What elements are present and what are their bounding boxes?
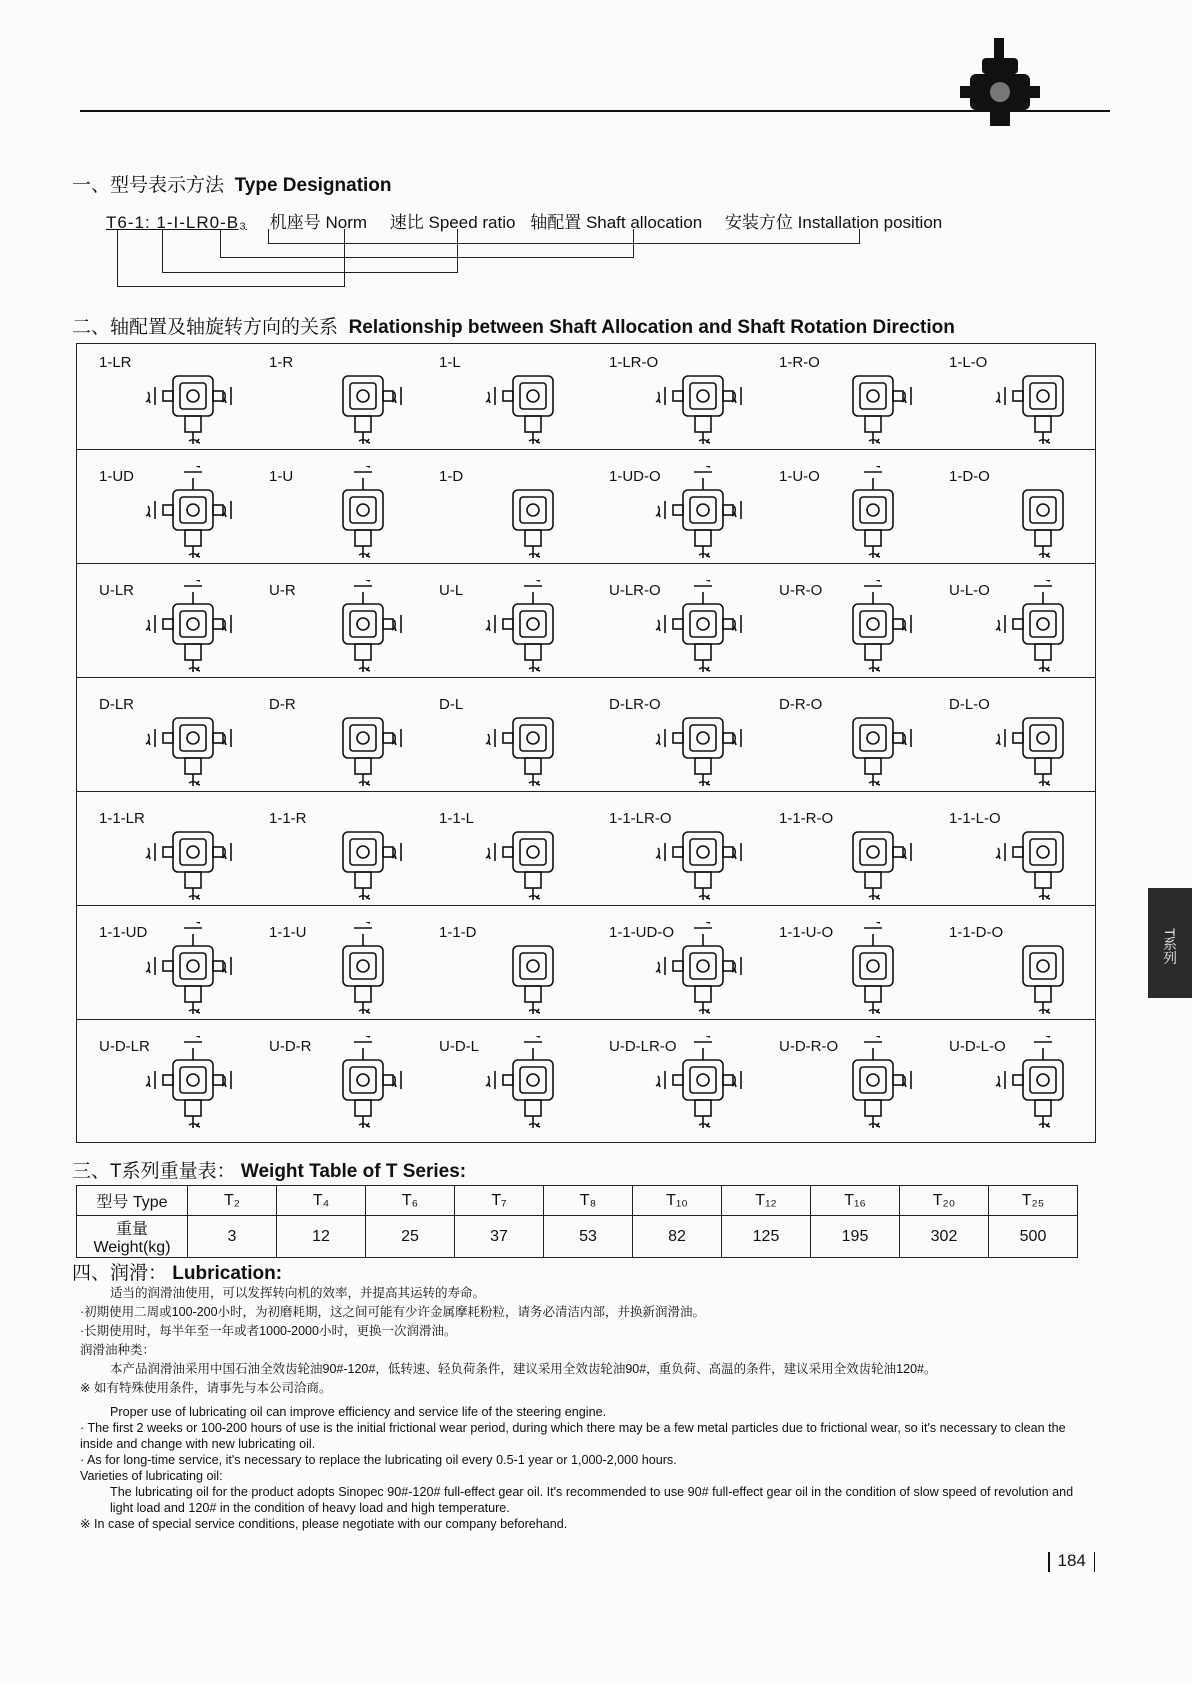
- rotation-arrow-icon: [486, 387, 495, 405]
- rotation-arrow-icon: [864, 1036, 882, 1042]
- gearbox-diagram-icon: [145, 1036, 241, 1130]
- rotation-arrow-icon: [864, 922, 882, 928]
- shaft-label: 1-1-LR-O: [609, 810, 672, 827]
- weight-table-weight-row: [77, 1216, 1078, 1258]
- lub-cn-line: ·初期使用二周或100-200小时，为初磨耗期，这之间可能有少许金属摩耗粉粒，请务必清洁内部，并换新润滑油。: [80, 1305, 706, 1319]
- rotation-arrow-icon: [146, 843, 155, 861]
- shaft-cell: [247, 800, 417, 906]
- gearbox-diagram-icon: [655, 808, 751, 902]
- shaft-cell: [247, 572, 417, 678]
- gearbox-diagram-icon: [145, 352, 241, 446]
- shaft-cell: [587, 686, 757, 792]
- type-cell: T₇: [455, 1186, 544, 1216]
- shaft-cell: [417, 686, 587, 792]
- shaft-label: 1-1-U-O: [779, 924, 834, 941]
- shaft-cell: [757, 458, 927, 564]
- rotation-arrow-icon: [1034, 1036, 1052, 1042]
- shaft-cell: [927, 914, 1097, 1020]
- gearbox-diagram-icon: [825, 694, 921, 788]
- shaft-label: 1-1-L: [439, 810, 475, 827]
- rotation-arrow-icon: [996, 843, 1005, 861]
- gearbox-diagram-icon: [145, 466, 241, 560]
- shaft-label: U-R: [269, 582, 296, 599]
- gearbox-diagram-icon: [995, 1036, 1091, 1130]
- shaft-cell: [77, 686, 247, 792]
- shaft-label: 1-1-D: [439, 924, 477, 941]
- shaft-cell: [417, 800, 587, 906]
- shaft-row: [77, 344, 1095, 450]
- shaft-cell: [927, 458, 1097, 564]
- gearbox-diagram-icon: [655, 352, 751, 446]
- shaft-row: [77, 458, 1095, 564]
- shaft-cell: [927, 1028, 1097, 1134]
- shaft-cell: [587, 458, 757, 564]
- rotation-arrow-icon: [656, 1071, 665, 1089]
- shaft-cell: [927, 800, 1097, 906]
- rotation-arrow-icon: [146, 387, 155, 405]
- rotation-arrow-icon: [694, 922, 712, 928]
- rotation-arrow-icon: [146, 615, 155, 633]
- gearbox-diagram-icon: [315, 922, 411, 1016]
- shaft-cell: [757, 344, 927, 450]
- shaft-cell: [77, 572, 247, 678]
- rotation-arrow-icon: [694, 580, 712, 586]
- shaft-label: 1-1-R: [269, 810, 307, 827]
- rotation-arrow-icon: [486, 615, 495, 633]
- shaft-cell: [77, 344, 247, 450]
- shaft-cell: [587, 344, 757, 450]
- weight-cell: 125: [722, 1216, 811, 1258]
- gearbox-diagram-icon: [315, 808, 411, 902]
- rotation-arrow-icon: [656, 387, 665, 405]
- gearbox-diagram-icon: [825, 808, 921, 902]
- bracket-norm: [117, 229, 345, 287]
- rotation-arrow-icon: [184, 1036, 202, 1042]
- gearbox-diagram-icon: [825, 1036, 921, 1130]
- lub-en-line: · The first 2 weeks or 100-200 hours of use is the initial frictional wear period, during which there may be a few metal particles due to frictional wear, so it's necessary to clean the inside and change with new lubricating oil.: [80, 1421, 1066, 1451]
- gearbox-diagram-icon: [655, 922, 751, 1016]
- weight-cell: 195: [811, 1216, 900, 1258]
- shaft-label: D-R-O: [779, 696, 823, 713]
- shaft-cell: [927, 344, 1097, 450]
- shaft-label: 1-U-O: [779, 468, 820, 485]
- shaft-label: U-D-LR-O: [609, 1038, 677, 1055]
- gearbox-diagram-icon: [825, 580, 921, 674]
- rotation-arrow-icon: [146, 957, 155, 975]
- shaft-label: 1-UD: [99, 468, 135, 485]
- shaft-cell: [417, 344, 587, 450]
- shaft-label: U-LR: [99, 582, 135, 599]
- shaft-label: 1-R: [269, 354, 294, 371]
- shaft-cell: [587, 1028, 757, 1134]
- type-cell: T₈: [544, 1186, 633, 1216]
- lub-cn-line: 适当的润滑油使用，可以发挥转向机的效率，并提高其运转的寿命。: [110, 1286, 486, 1300]
- rotation-arrow-icon: [656, 501, 665, 519]
- shaft-cell: [757, 572, 927, 678]
- shaft-cell: [417, 572, 587, 678]
- weight-cell: 37: [455, 1216, 544, 1258]
- shaft-label: U-D-R-O: [779, 1038, 839, 1055]
- gearbox-diagram-icon: [315, 1036, 411, 1130]
- section-shaft-allocation: 二、轴配置及轴旋转方向的关系 Relationship between Shaft Allocation and Shaft Rotation Direction: [72, 317, 955, 338]
- gearbox-diagram-icon: [485, 352, 581, 446]
- type-label-cell: 型号 Type: [77, 1186, 188, 1216]
- gearbox-diagram-icon: [145, 922, 241, 1016]
- shaft-allocation-grid: [76, 343, 1096, 1143]
- weight-cell: 500: [989, 1216, 1078, 1258]
- gearbox-diagram-icon: [995, 808, 1091, 902]
- rotation-arrow-icon: [694, 1036, 712, 1042]
- rotation-arrow-icon: [146, 729, 155, 747]
- shaft-label: U-L: [439, 582, 464, 599]
- weight-table-type-row: [77, 1186, 1078, 1216]
- shaft-cell: [77, 914, 247, 1020]
- section-type-designation: 一、型号表示方法 Type Designation: [72, 175, 392, 196]
- gearbox-diagram-icon: [655, 580, 751, 674]
- gearbox-diagram-icon: [995, 580, 1091, 674]
- weight-cell: 3: [188, 1216, 277, 1258]
- shaft-row: [77, 686, 1095, 792]
- gearbox-diagram-icon: [145, 694, 241, 788]
- rotation-arrow-icon: [486, 729, 495, 747]
- gearbox-diagram-icon: [825, 922, 921, 1016]
- weight-cell: 82: [633, 1216, 722, 1258]
- lub-en-line: · As for long-time service, it's necessary to replace the lubricating oil every 0.5-1 year or 1,000-2,000 hours.: [80, 1453, 677, 1467]
- shaft-cell: [247, 344, 417, 450]
- shaft-label: 1-1-UD: [99, 924, 148, 941]
- gearbox-diagram-icon: [485, 1036, 581, 1130]
- shaft-label: 1-L-O: [949, 354, 988, 371]
- gearbox-diagram-icon: [485, 694, 581, 788]
- gearbox-diagram-icon: [315, 466, 411, 560]
- shaft-cell: [587, 572, 757, 678]
- lub-en-line: ※ In case of special service conditions, please negotiate with our company beforehand.: [80, 1517, 568, 1531]
- shaft-cell: [587, 800, 757, 906]
- rotation-arrow-icon: [486, 843, 495, 861]
- shaft-label: U-L-O: [949, 582, 990, 599]
- shaft-label: 1-LR: [99, 354, 132, 371]
- shaft-label: 1-L: [439, 354, 461, 371]
- shaft-row: [77, 572, 1095, 678]
- gearbox-diagram-icon: [825, 352, 921, 446]
- weight-label-cell: 重量 Weight(kg): [77, 1216, 188, 1258]
- rotation-arrow-icon: [354, 1036, 372, 1042]
- rotation-arrow-icon: [354, 580, 372, 586]
- section-weight-table: 三、T系列重量表： Weight Table of T Series:: [72, 1161, 467, 1182]
- gearbox-diagram-icon: [485, 922, 581, 1016]
- lub-en-line: Proper use of lubricating oil can improve efficiency and service life of the steering engine.: [110, 1405, 607, 1419]
- gearbox-diagram-icon: [655, 694, 751, 788]
- rotation-arrow-icon: [486, 1071, 495, 1089]
- shaft-label: 1-1-LR: [99, 810, 145, 827]
- gearbox-diagram-icon: [485, 808, 581, 902]
- shaft-cell: [417, 914, 587, 1020]
- type-cell: T₆: [366, 1186, 455, 1216]
- gearbox-diagram-icon: [485, 466, 581, 560]
- shaft-label: U-D-L: [439, 1038, 479, 1055]
- rotation-arrow-icon: [864, 466, 882, 472]
- shaft-label: U-LR-O: [609, 582, 661, 599]
- shaft-cell: [247, 914, 417, 1020]
- rotation-arrow-icon: [996, 615, 1005, 633]
- shaft-label: D-LR: [99, 696, 135, 713]
- rotation-arrow-icon: [524, 1036, 542, 1042]
- gearbox-diagram-icon: [655, 1036, 751, 1130]
- shaft-label: 1-1-U: [269, 924, 307, 941]
- shaft-label: U-D-LR: [99, 1038, 150, 1055]
- rotation-arrow-icon: [996, 387, 1005, 405]
- shaft-label: U-R-O: [779, 582, 823, 599]
- shaft-label: 1-LR-O: [609, 354, 659, 371]
- rotation-arrow-icon: [184, 466, 202, 472]
- type-cell: T₂₅: [989, 1186, 1078, 1216]
- rotation-arrow-icon: [656, 729, 665, 747]
- rotation-arrow-icon: [996, 729, 1005, 747]
- lub-en-line: Varieties of lubricating oil:: [80, 1469, 223, 1483]
- shaft-label: D-LR-O: [609, 696, 661, 713]
- shaft-cell: [927, 572, 1097, 678]
- rotation-arrow-icon: [524, 580, 542, 586]
- weight-cell: 53: [544, 1216, 633, 1258]
- shaft-cell: [77, 458, 247, 564]
- shaft-label: 1-D: [439, 468, 464, 485]
- type-cell: T₁₂: [722, 1186, 811, 1216]
- designation-line: T6-1: 1-I-LR0-B₃ 机座号 Norm 速比 Speed ratio 轴配置 Shaft allocation 安装方位 Installation position: [106, 213, 943, 232]
- rotation-arrow-icon: [184, 922, 202, 928]
- shaft-row: [77, 800, 1095, 906]
- shaft-label: 1-1-L-O: [949, 810, 1001, 827]
- shaft-label: D-R: [269, 696, 296, 713]
- gearbox-logo-icon: [960, 36, 1040, 128]
- shaft-cell: [927, 686, 1097, 792]
- shaft-label: 1-UD-O: [609, 468, 661, 485]
- type-cell: T₂₀: [900, 1186, 989, 1216]
- rotation-arrow-icon: [996, 1071, 1005, 1089]
- gearbox-diagram-icon: [995, 922, 1091, 1016]
- shaft-label: 1-R-O: [779, 354, 820, 371]
- lub-cn-line: ·长期使用时，每半年至一年或者1000-2000小时，更换一次润滑油。: [80, 1324, 457, 1338]
- shaft-cell: [247, 1028, 417, 1134]
- type-cell: T₂: [188, 1186, 277, 1216]
- shaft-cell: [757, 800, 927, 906]
- rotation-arrow-icon: [864, 580, 882, 586]
- shaft-label: U-D-L-O: [949, 1038, 1006, 1055]
- gearbox-diagram-icon: [145, 580, 241, 674]
- shaft-row: [77, 1028, 1095, 1144]
- weight-cell: 302: [900, 1216, 989, 1258]
- shaft-cell: [587, 914, 757, 1020]
- rotation-arrow-icon: [656, 957, 665, 975]
- gearbox-diagram-icon: [315, 580, 411, 674]
- lubrication-text: [80, 1284, 1090, 1532]
- shaft-label: D-L-O: [949, 696, 990, 713]
- gearbox-diagram-icon: [995, 352, 1091, 446]
- gearbox-diagram-icon: [655, 466, 751, 560]
- gearbox-diagram-icon: [315, 352, 411, 446]
- shaft-cell: [757, 914, 927, 1020]
- shaft-label: D-L: [439, 696, 464, 713]
- shaft-cell: [77, 1028, 247, 1134]
- type-cell: T₁₀: [633, 1186, 722, 1216]
- shaft-label: U-D-R: [269, 1038, 312, 1055]
- lub-cn-line: ※ 如有特殊使用条件，请事先与本公司洽商。: [80, 1381, 332, 1395]
- shaft-label: 1-1-UD-O: [609, 924, 675, 941]
- shaft-row: [77, 914, 1095, 1020]
- rotation-arrow-icon: [354, 466, 372, 472]
- rotation-arrow-icon: [1034, 580, 1052, 586]
- shaft-cell: [247, 458, 417, 564]
- weight-cell: 12: [277, 1216, 366, 1258]
- rotation-arrow-icon: [656, 843, 665, 861]
- header-rule: [80, 110, 1110, 112]
- gearbox-diagram-icon: [315, 694, 411, 788]
- shaft-cell: [417, 458, 587, 564]
- shaft-cell: [417, 1028, 587, 1134]
- rotation-arrow-icon: [146, 1071, 155, 1089]
- gearbox-diagram-icon: [995, 466, 1091, 560]
- shaft-label: 1-1-D-O: [949, 924, 1004, 941]
- shaft-cell: [77, 800, 247, 906]
- type-cell: T₄: [277, 1186, 366, 1216]
- gearbox-diagram-icon: [485, 580, 581, 674]
- rotation-arrow-icon: [184, 580, 202, 586]
- designation-code: T6-1: 1-I-LR0-B₃: [106, 213, 248, 232]
- gearbox-diagram-icon: [825, 466, 921, 560]
- gearbox-diagram-icon: [995, 694, 1091, 788]
- rotation-arrow-icon: [694, 466, 712, 472]
- weight-cell: 25: [366, 1216, 455, 1258]
- page-number: 184: [1040, 1551, 1103, 1572]
- weight-table: [76, 1185, 1078, 1258]
- shaft-label: 1-U: [269, 468, 294, 485]
- lub-cn-line: 本产品润滑油采用中国石油全效齿轮油90#-120#，低转速、轻负荷条件，建议采用全效齿轮油90#，重负荷、高温的条件，建议采用全效齿轮油120#。: [110, 1362, 937, 1376]
- shaft-cell: [757, 686, 927, 792]
- section-lubrication: 四、润滑： Lubrication:: [72, 1263, 283, 1284]
- rotation-arrow-icon: [146, 501, 155, 519]
- type-cell: T₁₆: [811, 1186, 900, 1216]
- lub-cn-line: 润滑油种类：: [80, 1343, 156, 1357]
- shaft-cell: [247, 686, 417, 792]
- rotation-arrow-icon: [354, 922, 372, 928]
- shaft-label: 1-D-O: [949, 468, 990, 485]
- shaft-label: 1-1-R-O: [779, 810, 834, 827]
- series-side-tab: T系列: [1148, 888, 1192, 998]
- lub-en-line: The lubricating oil for the product adopts Sinopec 90#-120# full-effect gear oil. It's recommended to use 90# full-effect gear oil in the condition of slow speed of revolution and light load and 120# in the condition of heavy load and high temperature.: [110, 1485, 1074, 1515]
- gearbox-diagram-icon: [145, 808, 241, 902]
- rotation-arrow-icon: [656, 615, 665, 633]
- shaft-cell: [757, 1028, 927, 1134]
